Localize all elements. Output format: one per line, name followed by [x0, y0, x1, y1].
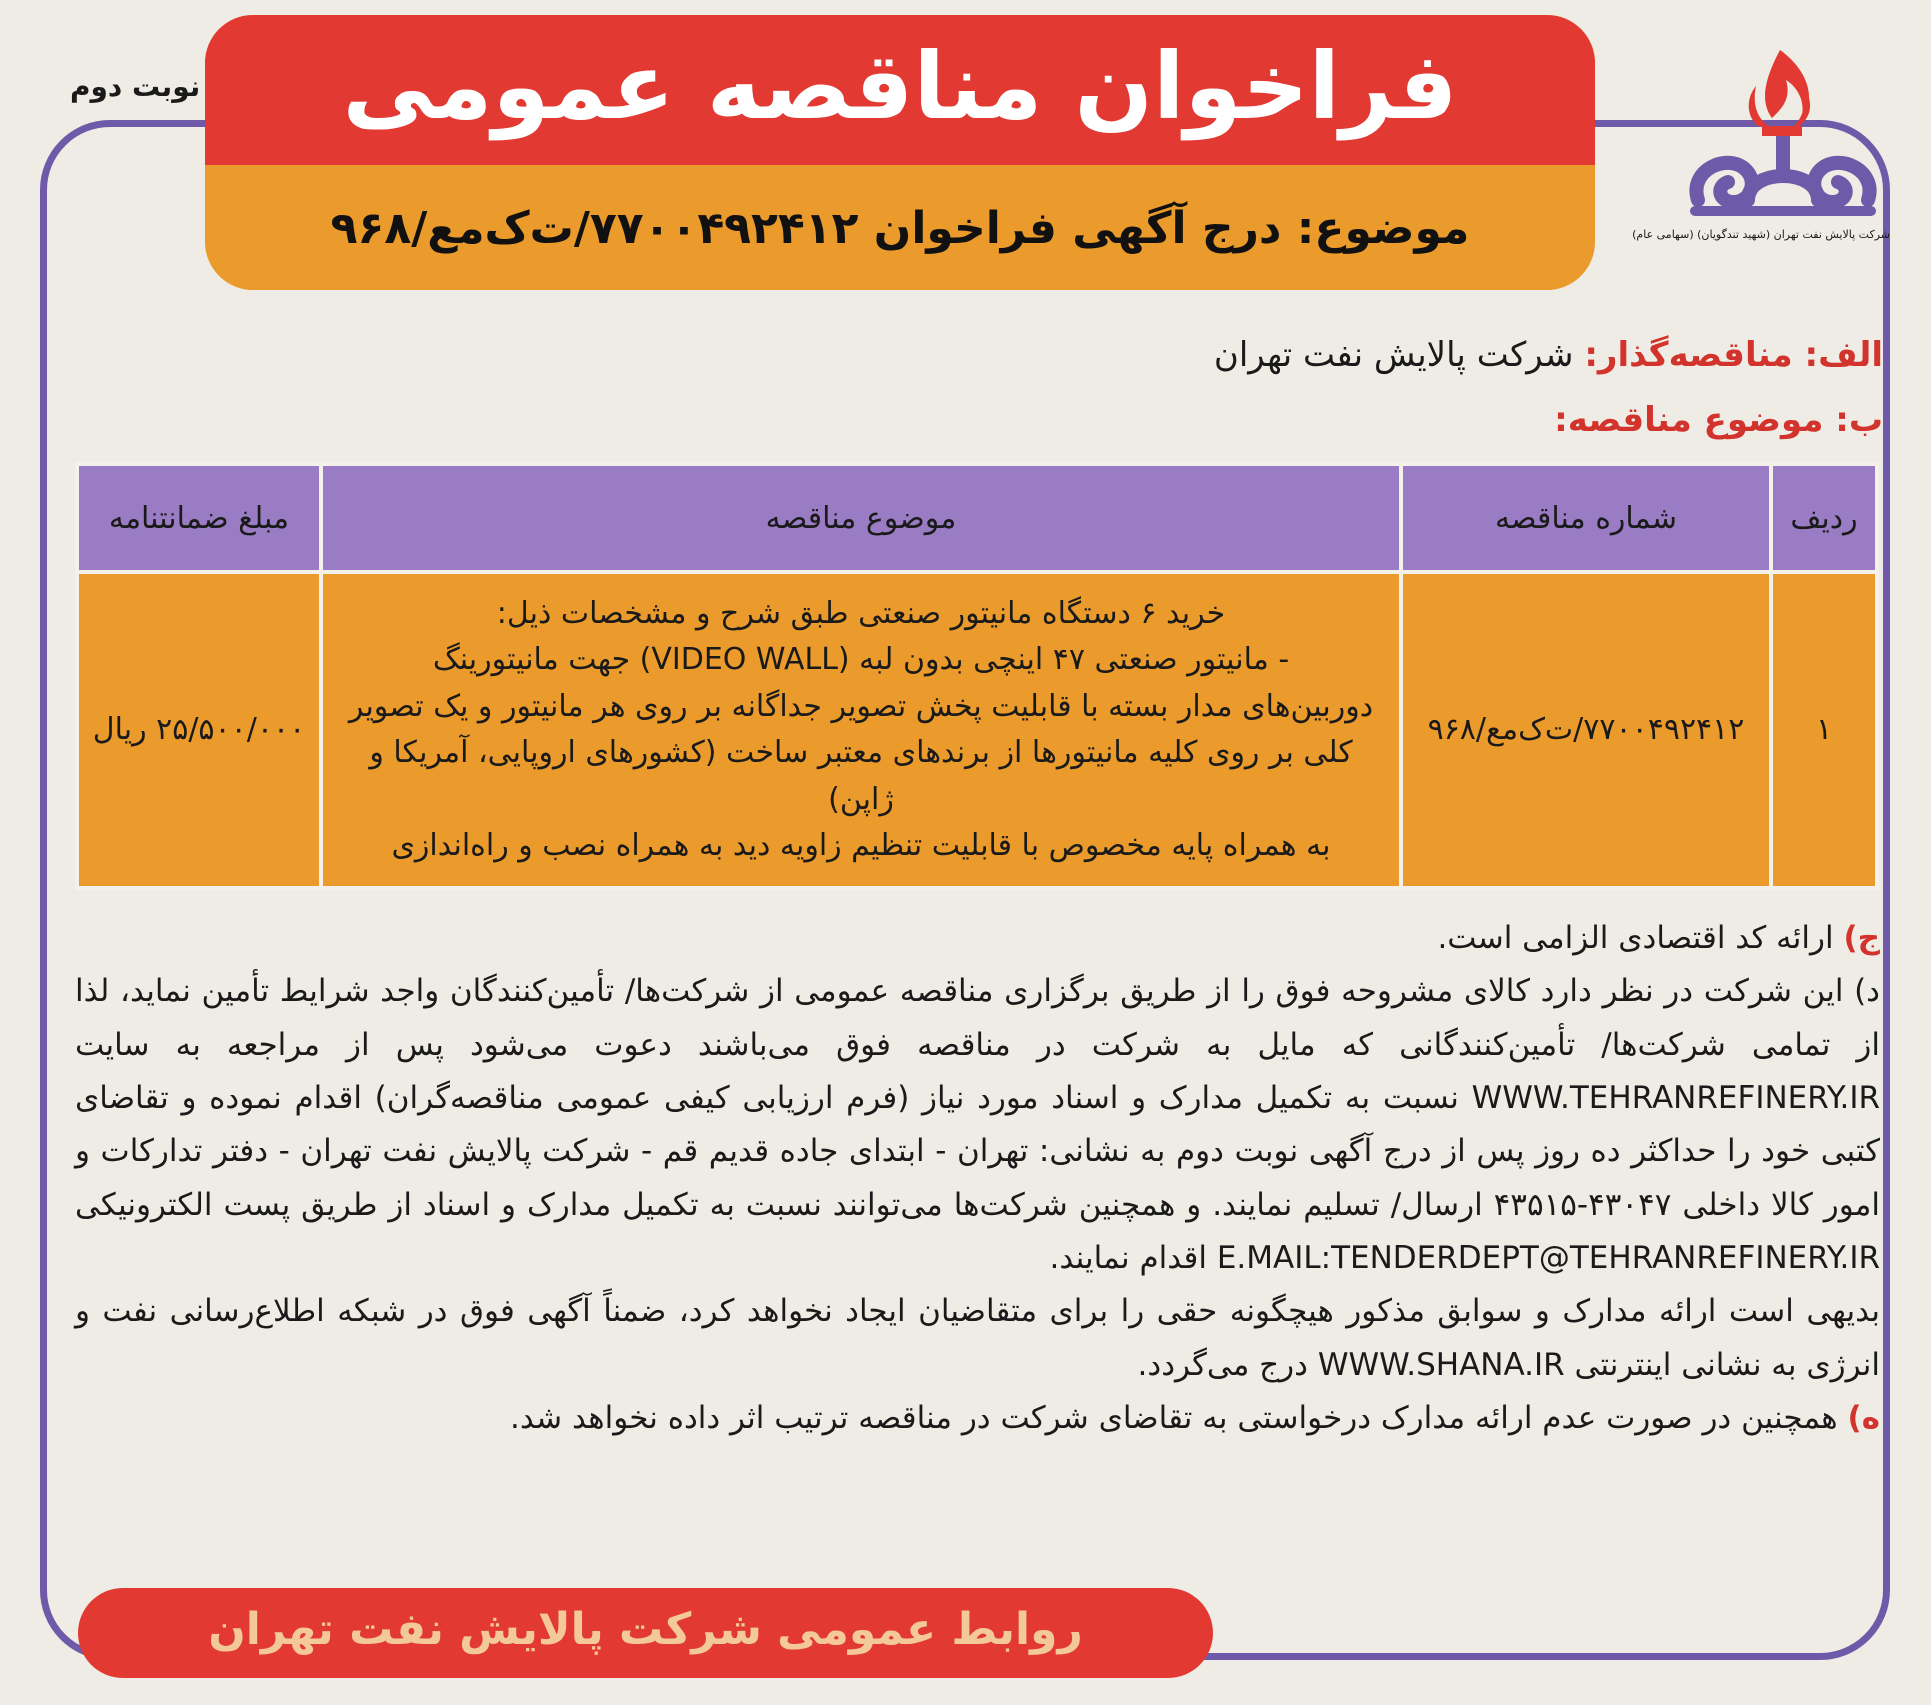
- table-row: [77, 572, 1877, 888]
- section-e-marker: ه): [1847, 1399, 1880, 1436]
- header-tender-subject: موضوع مناقصه: [321, 464, 1401, 572]
- section-a-value: شرکت پالایش نفت تهران: [1213, 335, 1574, 375]
- section-a-label: الف: مناقصه‌گذار:: [1584, 335, 1883, 375]
- subject-line: - مانیتور صنعتی ۴۷ اینچی بدون لبه (VIDEO WALL) جهت مانیتورینگ: [432, 642, 1290, 677]
- cell-tender-subject: [321, 572, 1401, 888]
- subject-line: دوربین‌های مدار بسته با قابلیت پخش تصویر جداگانه بر روی هر مانیتور و یک تصویر: [348, 688, 1374, 724]
- section-note-part1: بدیهی است ارائه مدارک و سوابق مذکور هیچگونه حقی را برای متقاضیان ایجاد نخواهد کرد، ضمناً آگهی فوق در شبکه اطلاع‌رسانی نفت و انرژی به نشانی اینترنتی: [75, 1293, 1880, 1383]
- subject-line: کلی بر روی کلیه مانیتورها از برندهای معتبر ساخت (کشورهای اروپایی، آمریکا و ژاپن): [369, 735, 1353, 817]
- section-a: [1214, 335, 1883, 375]
- section-d-part1: د) این شرکت در نظر دارد کالای مشروحه فوق را از طریق برگزاری مناقصه عمومی از شرکت‌ها/ تأمین‌کنندگان واجد شرایط تأمین نماید، لذا از تمامی شرکت‌ها/ تأمین‌کنندگانی که مایل به شرکت در مناقصه فوق می‌باشند دعوت می‌شود پس از مراجعه به سایت: [75, 973, 1880, 1063]
- section-c: [75, 912, 1880, 965]
- round-label: نوبت دوم: [70, 70, 201, 103]
- section-d-part3: اقدام نمایند.: [1049, 1239, 1207, 1276]
- section-b-label: ب: موضوع مناقصه:: [1554, 400, 1883, 440]
- section-note: [75, 1285, 1880, 1392]
- section-b: [1554, 400, 1883, 440]
- announcement-body: [75, 912, 1880, 1445]
- nioc-flame-logo-icon: [1668, 40, 1898, 240]
- header-guarantee: مبلغ ضمانتنامه: [77, 464, 321, 572]
- header-subject: موضوع: درج آگهی فراخوان ۷۷۰۰۴۹۲۴۱۲/ت‌ک‌مع/۹۶۸: [330, 203, 1470, 254]
- header-banner: [205, 15, 1595, 290]
- table-header-row: [77, 464, 1877, 572]
- tender-email-link[interactable]: E.MAIL:TENDERDEPT@TEHRANREFINERY.IR: [1216, 1239, 1880, 1276]
- footer-text: روابط عمومی شرکت پالایش نفت تهران: [208, 1604, 1083, 1655]
- cell-guarantee: ۲۵/۵۰۰/۰۰۰ ریال: [77, 572, 321, 888]
- section-e-text: همچنین در صورت عدم ارائه مدارک درخواستی به تقاضای شرکت در مناقصه ترتیب اثر داده نخواهد شد.: [510, 1399, 1838, 1436]
- section-d: [75, 965, 1880, 1285]
- company-caption: شرکت پالایش نفت تهران (شهید تندگویان) (سهامی عام): [1632, 228, 1890, 241]
- cell-row-index: ۱: [1771, 572, 1877, 888]
- subject-line: خرید ۶ دستگاه مانیتور صنعتی طبق شرح و مشخصات ذیل:: [496, 595, 1226, 631]
- refinery-website-link[interactable]: WWW.TEHRANREFINERY.IR: [1471, 1079, 1880, 1116]
- section-e: [75, 1392, 1880, 1445]
- shana-website-link[interactable]: WWW.SHANA.IR: [1317, 1346, 1565, 1383]
- section-d-part2: نسبت به تکمیل مدارک و اسناد مورد نیاز (فرم ارزیابی کیفی عمومی مناقصه‌گران) اقدام نموده و تقاضای کتبی خود را حداکثر ده روز پس از درج آگهی نوبت دوم به نشانی: تهران - ابتدای جاده قدیم قم - شرکت پالایش نفت تهران - دفتر تدارکات و امور کالا داخلی ۴۳۰۴۷-۴۳۵۱۵ ارسال/ تسلیم نمایند. و همچنین شرکت‌ها می‌توانند نسبت به تکمیل مدارک و اسناد از طریق پست الکترونیکی: [75, 1079, 1880, 1223]
- section-c-text: ارائه کد اقتصادی الزامی است.: [1437, 920, 1834, 956]
- cell-tender-number: ۷۷۰۰۴۹۲۴۱۲/ت‌ک‌مع/۹۶۸: [1401, 572, 1771, 888]
- section-note-part2: درج می‌گردد.: [1137, 1346, 1308, 1383]
- header-row-index: ردیف: [1771, 464, 1877, 572]
- tender-table: [75, 462, 1879, 890]
- section-c-marker: ج): [1843, 920, 1880, 956]
- header-tender-number: شماره مناقصه: [1401, 464, 1771, 572]
- subject-line: به همراه پایه مخصوص با قابلیت تنظیم زاویه دید به همراه نصب و راه‌اندازی: [391, 828, 1331, 863]
- footer-banner: [78, 1588, 1213, 1678]
- page-title: فراخوان مناقصه عمومی: [342, 33, 1458, 140]
